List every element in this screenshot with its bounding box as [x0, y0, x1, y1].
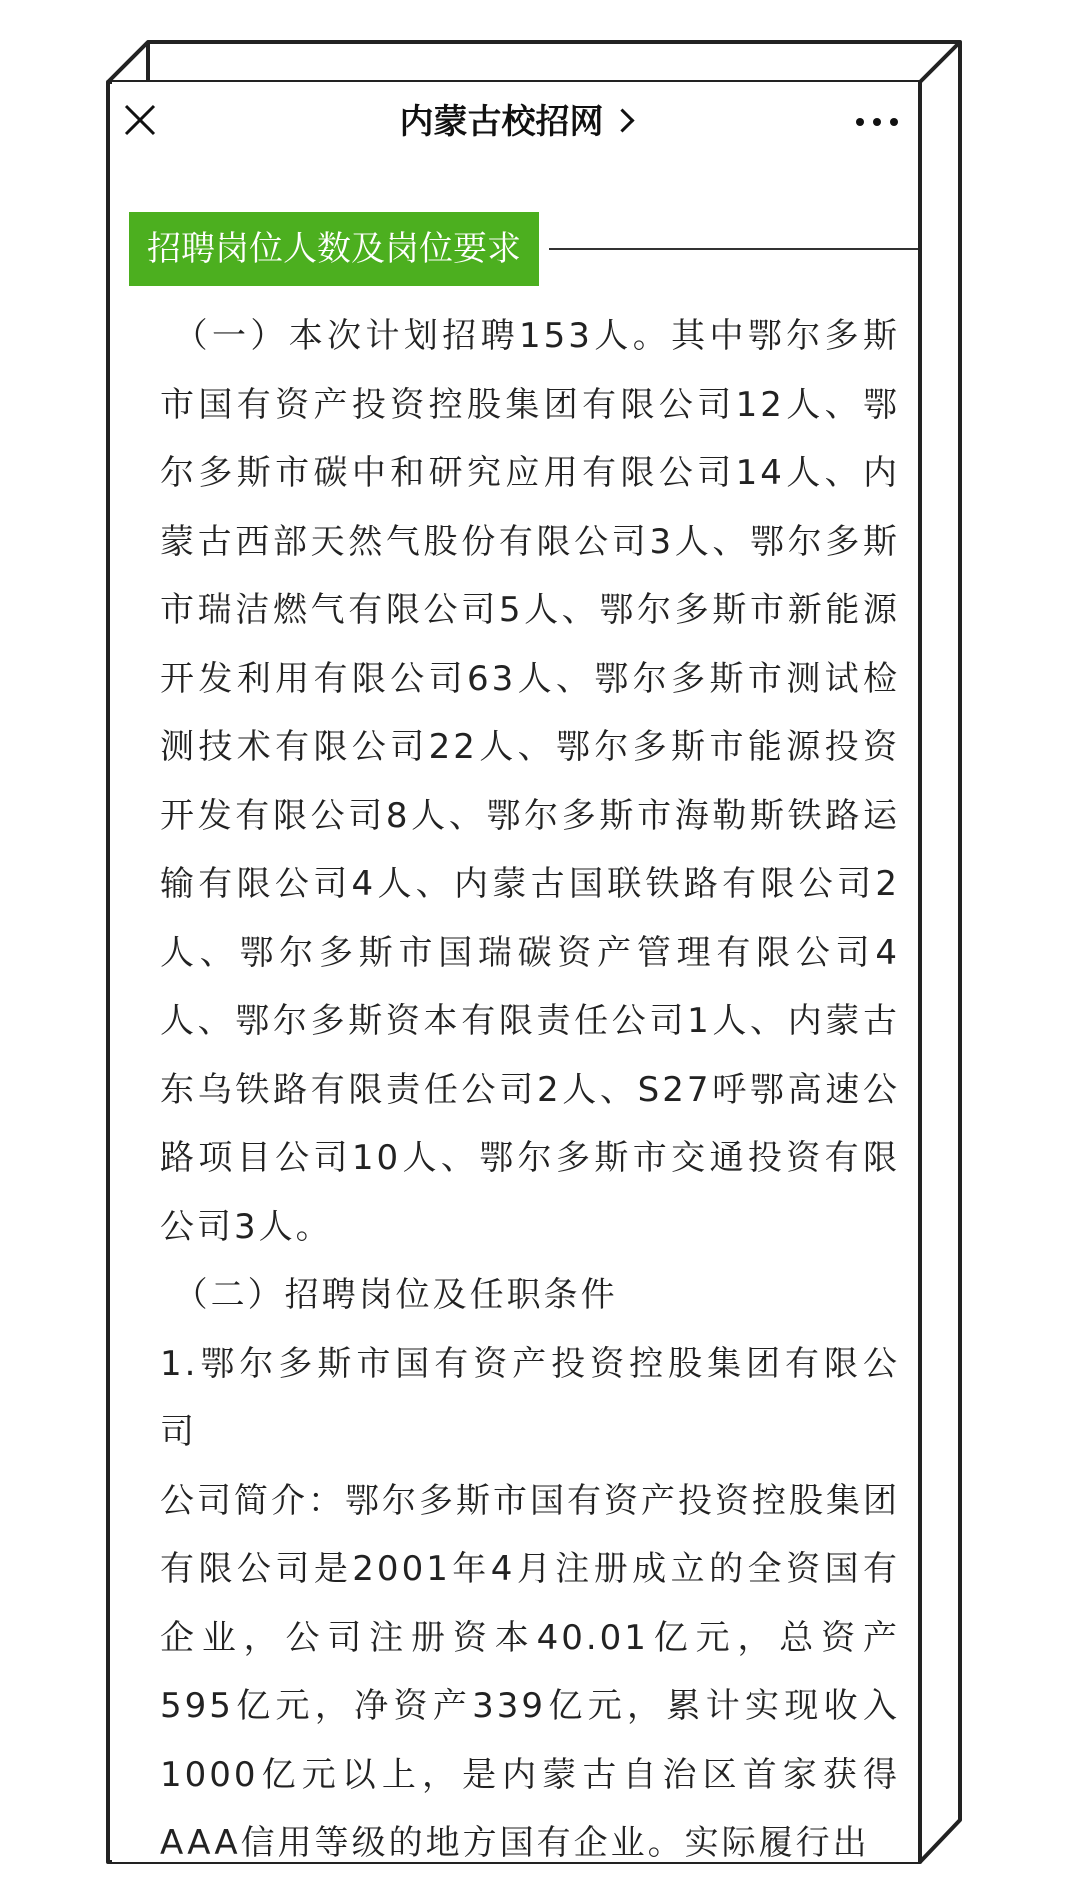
paragraph-positions-heading: （二）招聘岗位及任职条件: [173, 1275, 618, 1315]
section-header: [129, 212, 918, 286]
top-navigation-bar: [112, 82, 918, 160]
paragraph-company-intro: 公司简介：鄂尔多斯市国有资产投资控股集团有限公司是2001年4月注册成立的全资国有企业，公司注册资本40.01亿元，总资产595亿元，净资产339亿元，累计实现收入1000亿元以上，是内蒙古自治区首家获得AAA信用等级的地方国有企业。实际履行出: [160, 1480, 900, 1862]
frame-top-right-depth: [920, 42, 960, 82]
section-divider-line: [549, 248, 918, 250]
article-body: [160, 302, 900, 1862]
paragraph-company-title: 1.鄂尔多斯市国有资产投资控股集团有限公司: [160, 1343, 900, 1452]
paragraph-recruitment-count: （一）本次计划招聘153人。其中鄂尔多斯市国有资产投资控股集团有限公司12人、鄂尔多斯市碳中和研究应用有限公司14人、内蒙古西部天然气股份有限公司3人、鄂尔多斯市瑞洁燃气有限公司5人、鄂尔多斯市新能源开发利用有限公司63人、鄂尔多斯市测试检测技术有限公司22人、鄂尔多斯市能源投资开发有限公司8人、鄂尔多斯市海勒斯铁路运输有限公司4人、内蒙古国联铁路有限公司2人、鄂尔多斯市国瑞碳资产管理有限公司4人、鄂尔多斯资本有限责任公司1人、内蒙古东乌铁路有限责任公司2人、S27呼鄂高速公路项目公司10人、鄂尔多斯市交通投资有限公司3人。: [160, 316, 900, 1247]
phone-screen: [112, 82, 918, 1862]
chevron-right-icon: [610, 108, 634, 132]
section-title-badge: 招聘岗位人数及岗位要求: [129, 212, 539, 286]
account-title: 内蒙古校招网: [399, 102, 604, 142]
account-title-link[interactable]: [112, 100, 918, 144]
more-options-button[interactable]: [852, 104, 902, 140]
